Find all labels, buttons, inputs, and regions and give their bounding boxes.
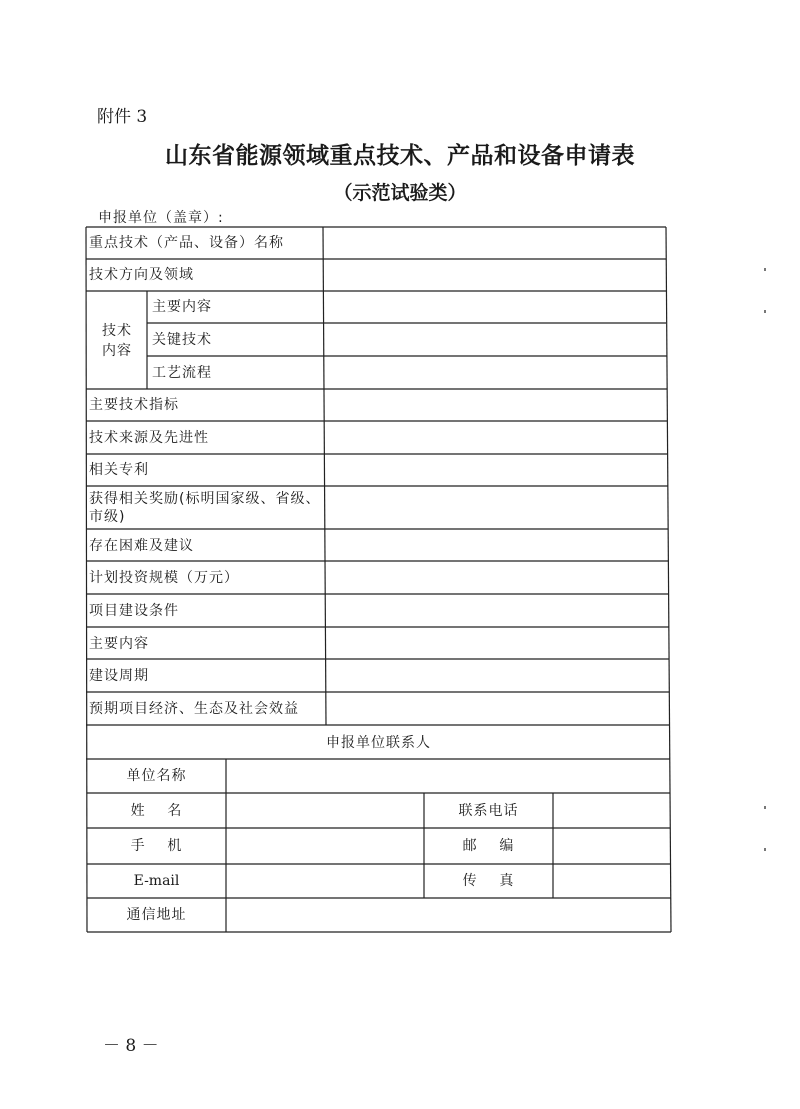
field-label-expected-benefits: 预期项目经济、生态及社会效益 [89, 701, 299, 717]
scan-speck [764, 310, 766, 313]
field-label-main-content: 主要内容 [152, 299, 212, 315]
scan-speck [764, 806, 766, 809]
field-label-technology-direction: 技术方向及领域 [89, 267, 194, 283]
contact-label-phone: 联系电话 [458, 803, 519, 819]
contact-label-fax: 传 真 [462, 873, 515, 889]
field-label-main-indicators: 主要技术指标 [89, 397, 179, 413]
field-label-construction-period: 建设周期 [89, 668, 149, 684]
field-label-investment-scale: 计划投资规模（万元） [89, 570, 239, 586]
contact-label-address: 通信地址 [126, 907, 187, 923]
tech-content-label [88, 322, 146, 360]
contact-label-mobile: 手 机 [130, 838, 183, 854]
page-number: － 8 － [103, 1036, 159, 1056]
field-label-construction-conditions: 项目建设条件 [89, 603, 179, 619]
contact-section-heading: 申报单位联系人 [326, 735, 431, 751]
contact-label-email: E-mail [133, 873, 180, 889]
field-label-awards: 获得相关奖励(标明国家级、省级、市级) [89, 491, 321, 525]
field-label-key-technology-name: 重点技术（产品、设备）名称 [89, 235, 284, 251]
form-title: 山东省能源领域重点技术、产品和设备申请表 [165, 142, 635, 169]
scan-speck [764, 268, 766, 271]
contact-label-name: 姓 名 [130, 803, 183, 819]
field-label-key-technology: 关键技术 [152, 332, 212, 348]
contact-label-postcode: 邮 编 [462, 838, 515, 854]
applicant-unit-label: 申报单位（盖章）: [98, 210, 224, 226]
field-label-project-main-content: 主要内容 [89, 636, 149, 652]
form-subtitle: （示范试验类） [333, 182, 467, 204]
field-label-technology-source: 技术来源及先进性 [89, 430, 209, 446]
field-label-difficulties: 存在困难及建议 [89, 538, 194, 554]
attachment-label: 附件 3 [97, 107, 148, 127]
scan-speck [764, 848, 766, 851]
field-label-process-flow: 工艺流程 [152, 365, 212, 381]
contact-label-unit-name: 单位名称 [126, 768, 187, 784]
tech-content-label-line2: 内容 [102, 343, 132, 359]
field-label-related-patents: 相关专利 [89, 462, 149, 478]
tech-content-label-line1: 技术 [102, 323, 132, 339]
